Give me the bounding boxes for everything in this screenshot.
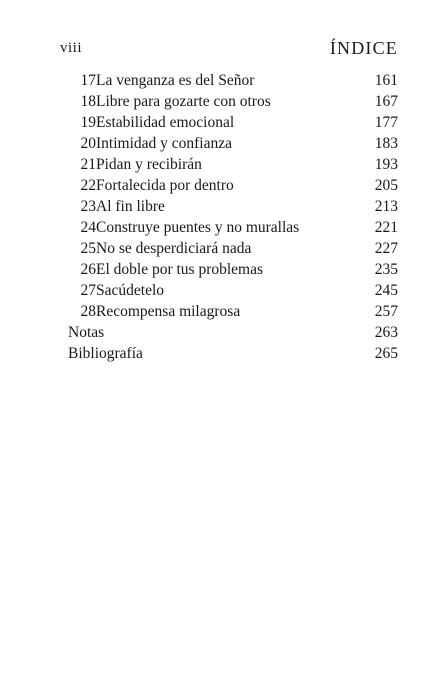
toc-entry-number: 25 bbox=[80, 240, 96, 257]
toc-entry-number: 18 bbox=[80, 93, 96, 110]
toc-entry-title: Al fin libre bbox=[96, 198, 165, 215]
toc-entry bbox=[68, 112, 398, 133]
toc-entry-title: Bibliografía bbox=[68, 345, 143, 362]
toc-entry-page: 245 bbox=[374, 282, 398, 299]
toc-entry-bibliography bbox=[68, 343, 398, 364]
toc-entry-title: Pidan y recibirán bbox=[96, 156, 202, 173]
toc-entry bbox=[68, 238, 398, 259]
toc-entry bbox=[68, 259, 398, 280]
toc-entry-number: 20 bbox=[80, 135, 96, 152]
toc-entry bbox=[68, 175, 398, 196]
toc-entry bbox=[68, 196, 398, 217]
toc-entry bbox=[68, 70, 398, 91]
table-of-contents bbox=[68, 70, 398, 364]
toc-entry-number: 21 bbox=[80, 156, 96, 173]
toc-entry bbox=[68, 154, 398, 175]
section-title: ÍNDICE bbox=[329, 38, 398, 58]
toc-entry-page: 167 bbox=[374, 93, 398, 110]
toc-entry-title: Libre para gozarte con otros bbox=[96, 93, 271, 110]
toc-entry-page: 205 bbox=[374, 177, 398, 194]
toc-entry-title: Construye puentes y no murallas bbox=[96, 219, 300, 236]
toc-entry-number: 28 bbox=[80, 303, 96, 320]
toc-entry-page: 257 bbox=[374, 303, 398, 320]
toc-entry-title: Notas bbox=[68, 324, 105, 341]
toc-entry-title: Intimidad y confianza bbox=[96, 135, 233, 152]
toc-entry-page: 161 bbox=[374, 72, 398, 89]
toc-entry-number: 17 bbox=[80, 72, 96, 89]
toc-entry bbox=[68, 133, 398, 154]
toc-entry-number: 22 bbox=[80, 177, 96, 194]
toc-entry-title: El doble por tus problemas bbox=[96, 261, 264, 278]
toc-entry-title: Estabilidad emocional bbox=[96, 114, 235, 131]
toc-entry bbox=[68, 217, 398, 238]
toc-entry bbox=[68, 280, 398, 301]
toc-entry-page: 263 bbox=[374, 324, 398, 341]
toc-entry-page: 183 bbox=[374, 135, 398, 152]
toc-entry-title: No se desperdiciará nada bbox=[96, 240, 252, 257]
toc-entry-page: 213 bbox=[374, 198, 398, 215]
toc-entry-page: 177 bbox=[374, 114, 398, 131]
toc-entry-number: 19 bbox=[80, 114, 96, 131]
toc-entry-number: 26 bbox=[80, 261, 96, 278]
toc-entry-title: Recompensa milagrosa bbox=[96, 303, 241, 320]
page-number: viii bbox=[60, 40, 83, 56]
toc-entry-number: 27 bbox=[80, 282, 96, 299]
toc-entry bbox=[68, 91, 398, 112]
toc-entry-notes bbox=[68, 322, 398, 343]
toc-entry-number: 23 bbox=[80, 198, 96, 215]
toc-entry-page: 227 bbox=[374, 240, 398, 257]
toc-entry-page: 221 bbox=[374, 219, 398, 236]
toc-entry-page: 193 bbox=[374, 156, 398, 173]
toc-entry-number: 24 bbox=[80, 219, 96, 236]
toc-entry-page: 235 bbox=[374, 261, 398, 278]
toc-entry-title: Fortalecida por dentro bbox=[96, 177, 234, 194]
toc-entry bbox=[68, 301, 398, 322]
toc-entry-title: Sacúdetelo bbox=[96, 282, 165, 299]
toc-entry-page: 265 bbox=[374, 345, 398, 362]
toc-entry-title: La venganza es del Señor bbox=[96, 72, 255, 89]
